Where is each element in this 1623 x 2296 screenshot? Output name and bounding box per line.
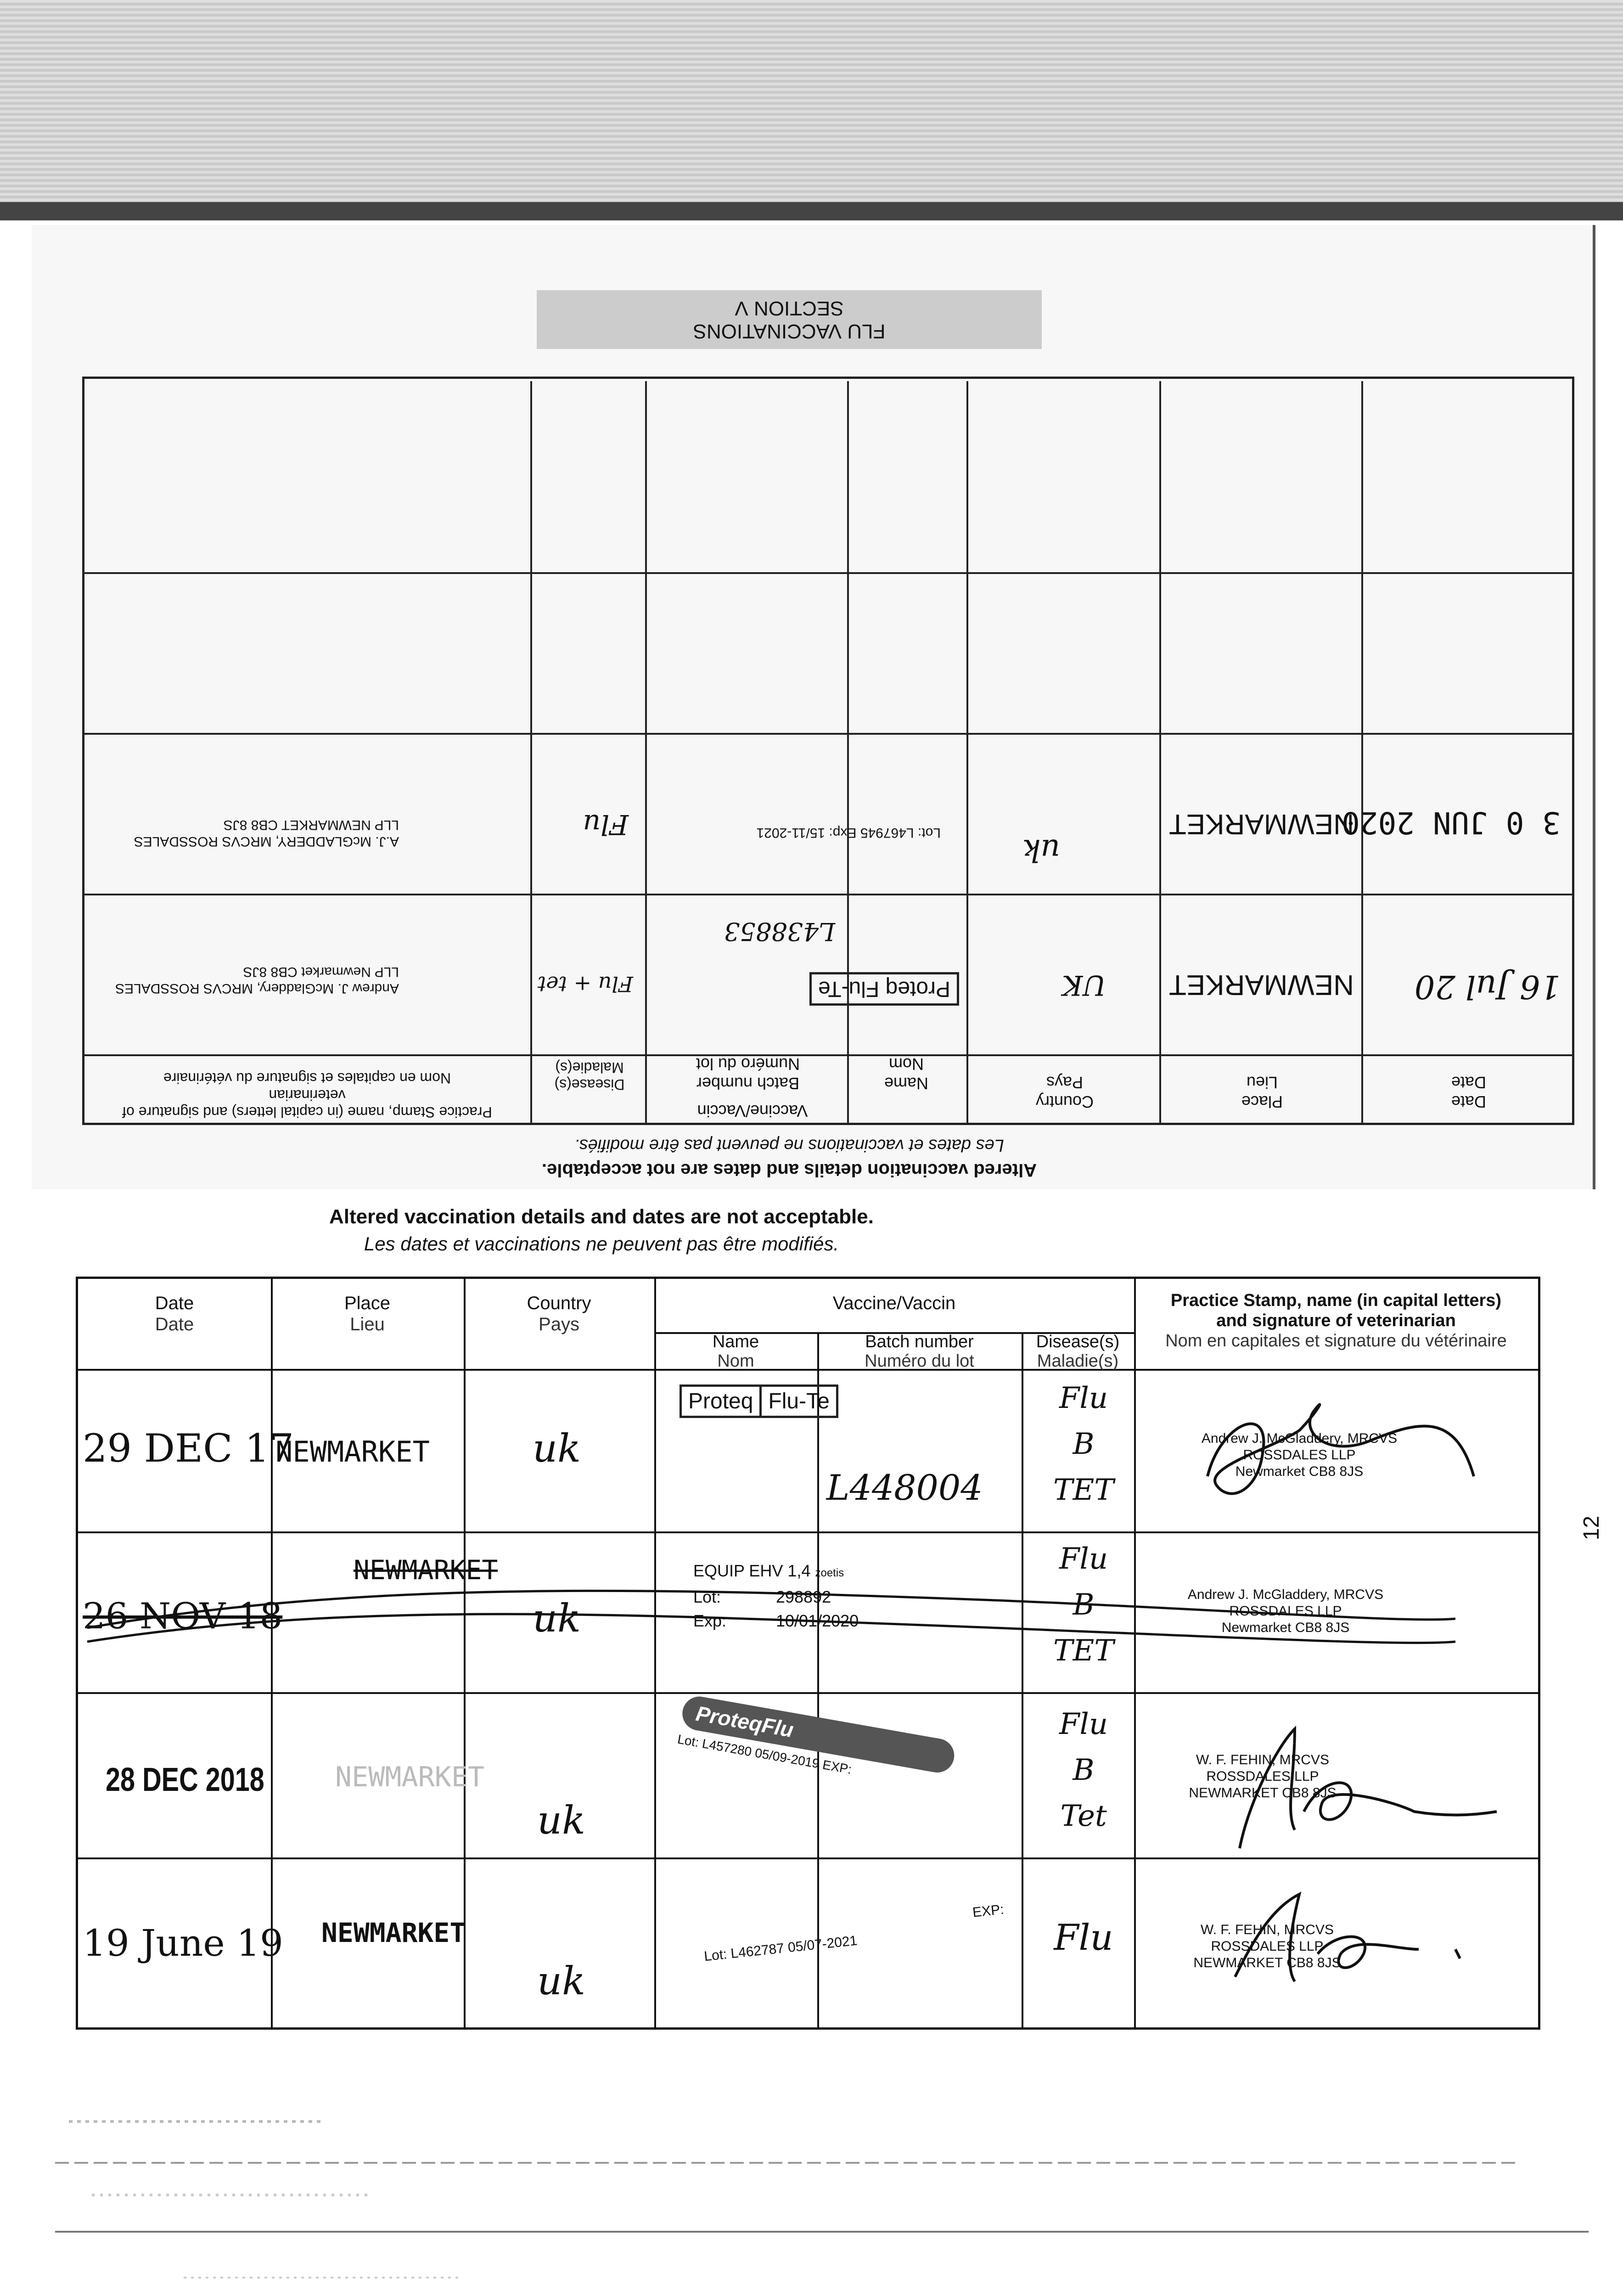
header-date: Date Date: [155, 1293, 194, 1334]
header-stamp: Practice Stamp, name (in capital letters) and signature of veterinarian Nom en capitales et signature du vétérinaire: [1165, 1291, 1507, 1351]
row1-signature: [1180, 1384, 1501, 1522]
header-disease: Disease(s) Maladie(s): [1036, 1332, 1120, 1371]
header-name: Name Nom: [712, 1332, 759, 1371]
row1-disease: Flu B TET: [1053, 1381, 1114, 1507]
h-name: Name Nom: [884, 1055, 929, 1093]
row2-date: 26 NOV 18: [83, 1596, 283, 1637]
h-place: Place Lieu: [1241, 1073, 1283, 1111]
row1-place: NEWMARKET: [275, 1435, 430, 1469]
row1-vaccine-name-1: Proteq: [680, 1384, 759, 1418]
ud-row1-stamp: Andrew J. McGladdery, MRCVS ROSSDALES LLP Newmarket CB8 8JS: [115, 964, 399, 996]
h-vaccine: Vaccine/Vaccin: [697, 1102, 808, 1120]
upside-down-table: [82, 377, 1574, 1125]
header-batch: Batch number Numéro du lot: [865, 1332, 974, 1371]
row1-batch: L448004: [826, 1467, 983, 1508]
row4-disease: Flu: [1054, 1917, 1113, 1958]
ud-row1-batch: L438853: [724, 917, 835, 946]
row1-vaccine-stamp: [680, 1384, 838, 1418]
h-disease: Disease(s) Maladie(s): [554, 1059, 625, 1093]
header-place: Place Lieu: [344, 1293, 391, 1334]
ud-row2-place: NEWMARKET: [1169, 808, 1354, 840]
row3-country: uk: [537, 1798, 585, 1843]
ud-row1-date: 16 Jul 20: [1414, 968, 1561, 1006]
row4-lot: EXP: Lot: L462787 05/07-2021: [703, 1902, 1005, 1964]
h-stamp: Practice Stamp, name (in capital letters) and signature of veterinarian Nom en capitales et signature du vétérinaire: [122, 1070, 492, 1120]
page-number: 12: [1579, 1515, 1604, 1541]
vaccination-table: [76, 1277, 1540, 2030]
ud-row2-date: 3 0 JUN 2020: [1342, 805, 1561, 840]
section-title-box: [537, 290, 1042, 349]
ud-row1-country: UK: [1062, 969, 1106, 1001]
h-country: Country Pays: [1035, 1073, 1094, 1111]
ud-row1-disease: Flu + tet: [537, 972, 633, 996]
ud-row2-disease: Flu: [583, 808, 629, 840]
ud-row1-vaccine: Proteq Flu-Te: [809, 972, 959, 1006]
row1-stamp: Andrew J. McGladdery, MRCVS ROSSDALES LLP Newmarket CB8 8JS: [1201, 1431, 1398, 1479]
row2-country: uk: [533, 1596, 581, 1641]
row2-strike-lines: [78, 1536, 1538, 1692]
ud-row2-stamp: A.J. McGLADDERY, MRCVS ROSSDALES LLP NEWMARKET CB8 8JS: [134, 817, 399, 849]
row1-date: 29 DEC 17: [83, 1426, 294, 1471]
row2-stamp: Andrew J. McGladdery, MRCVS ROSSDALES LLP Newmarket CB8 8JS: [1187, 1587, 1384, 1635]
ud-row2-country: uk: [1022, 833, 1060, 868]
row4-country: uk: [537, 1958, 585, 2003]
row4-date: 19 June 19: [83, 1922, 283, 1964]
row2-vaccine-label: EQUIP EHV 1,4 zoetis Lot: 298892 Exp: 10/01/2020: [693, 1561, 859, 1630]
row3-place: NEWMARKET: [335, 1761, 485, 1793]
ud-row2-batch: Lot: L467945 Exp: 15/11-2021: [756, 825, 941, 840]
row2-disease: Flu B TET: [1053, 1542, 1114, 1668]
notice-fr: Les dates et vaccinations ne peuvent pas être modifiés.: [364, 1233, 839, 1255]
row2-place: NEWMARKET: [354, 1554, 498, 1586]
row1-country: uk: [533, 1426, 581, 1471]
bottom-scan-artifacts: [0, 2094, 1623, 2287]
row3-disease: Flu B Tet: [1059, 1707, 1108, 1833]
ud-row1-place: NEWMARKET: [1169, 969, 1354, 1001]
section-subtitle: SECTION V: [735, 297, 844, 320]
notice-en: Altered vaccination details and dates are not acceptable.: [329, 1205, 874, 1228]
row3-date: 28 DEC 2018: [106, 1761, 264, 1798]
scan-shadow-band: [0, 0, 1623, 220]
h-batch: Batch number Numéro du lot: [696, 1055, 800, 1093]
row1-vaccine-name-2: Flu-Te: [759, 1384, 838, 1418]
section-title: FLU VACCINATIONS: [693, 320, 886, 343]
header-vaccine: Vaccine/Vaccin: [832, 1293, 956, 1313]
notice-fr: Les dates et vaccinations ne peuvent pas être modifiés.: [574, 1136, 1004, 1155]
row3-vaccine-name: ProteqFlu: [680, 1694, 957, 1775]
upside-down-page: [0, 220, 1623, 1208]
row4-signature: [1180, 1876, 1501, 2014]
row3-lot: Lot: L457280 05/09-2019 EXP:: [676, 1732, 853, 1777]
notice-en: Altered vaccination details and dates are not acceptable.: [541, 1160, 1037, 1180]
row4-place: NEWMARKET: [321, 1917, 466, 1948]
h-date: Date Date: [1451, 1073, 1487, 1111]
row3-signature: [1157, 1711, 1524, 1857]
row3-vaccine-sticker: [670, 1694, 1039, 1846]
header-country: Country Pays: [527, 1293, 591, 1334]
row4-stamp: W. F. FEHIN, MRCVS ROSSDALES LLP NEWMARKET CB8 8JS: [1193, 1922, 1341, 1970]
row3-stamp: W. F. FEHIN, MRCVS ROSSDALES LLP NEWMARKET CB8 8JS: [1189, 1752, 1337, 1801]
